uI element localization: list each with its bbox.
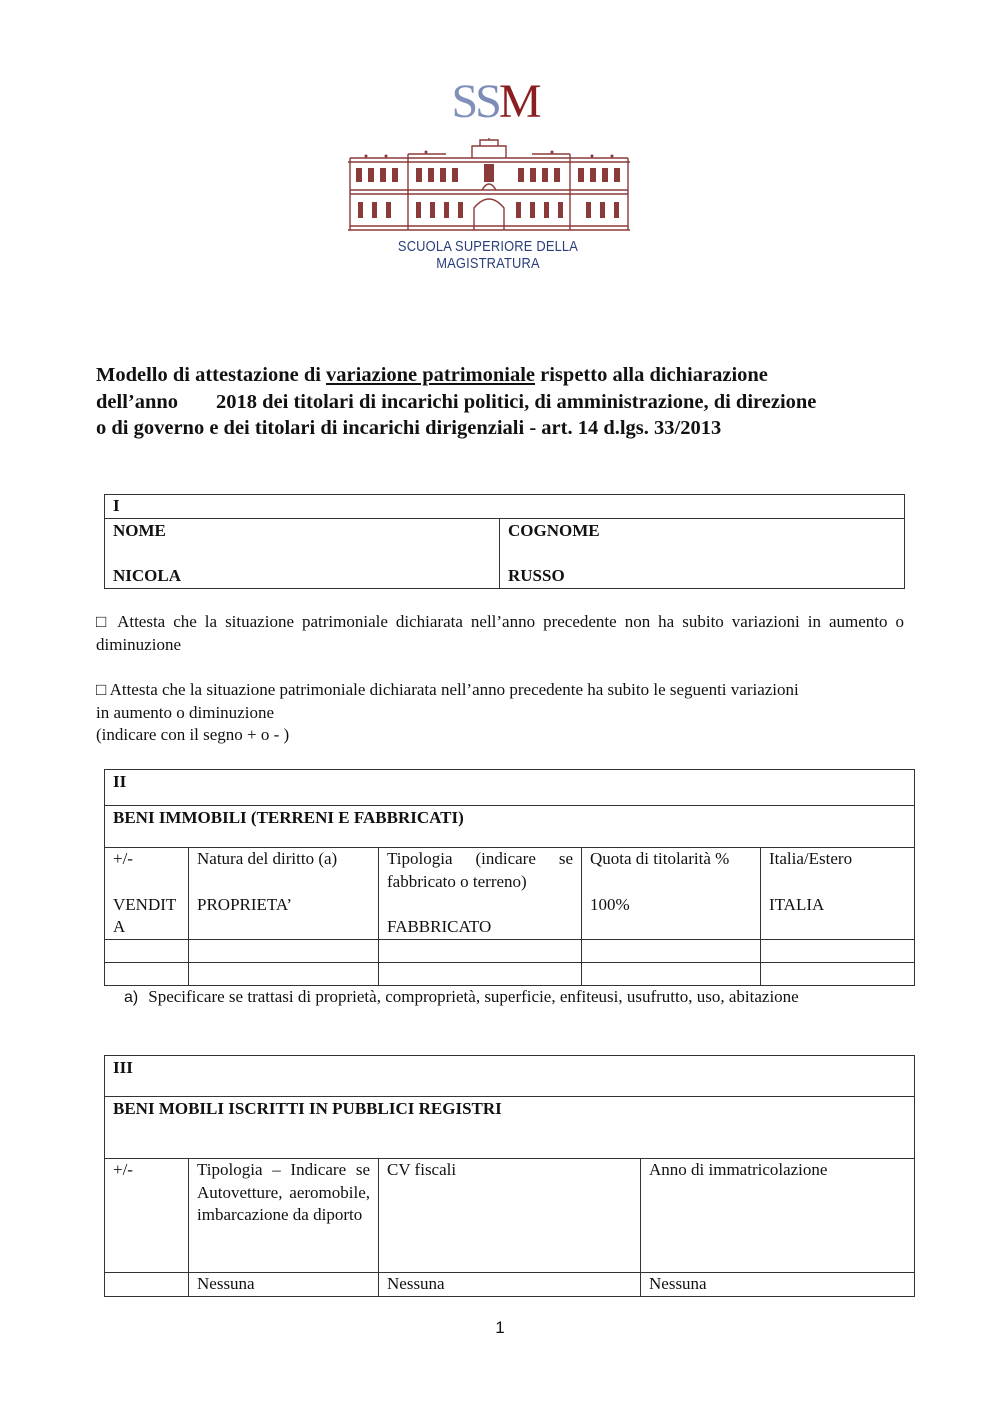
palace-illustration-icon: [346, 138, 632, 234]
nome-value: NICOLA: [113, 566, 182, 585]
col-sign: +/-: [105, 1159, 189, 1273]
nome-label: NOME: [113, 520, 166, 540]
title-line-1: Modello di attestazione di variazione patrimoniale rispetto alla dichiarazione: [96, 364, 768, 386]
empty-row: [105, 939, 915, 962]
section-3-title: BENI MOBILI ISCRITTI IN PUBBLICI REGISTRI: [105, 1097, 915, 1159]
section-3-number: III: [105, 1056, 915, 1097]
row-quota-value: 100%: [590, 894, 630, 914]
row-italia-value: ITALIA: [769, 894, 825, 914]
table-row: Nessuna Nessuna Nessuna: [105, 1273, 915, 1297]
col-italia-estero: Italia/Estero ITALIA: [761, 848, 915, 940]
cognome-label: COGNOME: [508, 520, 600, 540]
cognome-cell: [500, 518, 905, 588]
section-3-table: [104, 1055, 915, 1297]
title-underlined: variazione patrimoniale: [326, 364, 536, 386]
row-tipologia-value: FABBRICATO: [387, 917, 492, 936]
section-2-footnote: a) Specificare se trattasi di proprietà, comproprietà, superficie, enfiteusi, usufrutto, uso, abitazione: [124, 987, 799, 1006]
row-natura-value: PROPRIETA’: [197, 894, 292, 914]
col-tipologia: Tipologia – Indicare se Autovetture, aeromobile, imbarcazione da diporto: [189, 1159, 379, 1273]
col-cv-fiscali: CV fiscali: [379, 1159, 641, 1273]
col-sign: +/- VENDITA: [105, 848, 189, 940]
attestation-changes[interactable]: □ Attesta che la situazione patrimoniale dichiarata nell’anno precedente ha subito le seguenti variazioni in aumento o diminuzione (indicare con il segno + o - ): [96, 680, 799, 744]
section-2-title: BENI IMMOBILI (TERRENI E FABBRICATI): [105, 806, 915, 848]
attestation-no-change[interactable]: □ Attesta che la situazione patrimoniale dichiarata nell’anno precedente non ha subito variazioni in aumento o diminuzione: [96, 612, 904, 654]
title-line-3: o di governo e dei titolari di incarichi dirigenziali - art. 14 d.lgs. 33/2013: [96, 417, 722, 439]
col-quota: Quota di titolarità % 100%: [582, 848, 761, 940]
section-2-table: [104, 769, 915, 986]
logo-subtitle: SCUOLA SUPERIORE DELLA MAGISTRATURA: [397, 238, 579, 272]
logo-letters: SSM: [451, 75, 539, 128]
section-1-table: [104, 494, 905, 589]
page-number: 1: [495, 1318, 505, 1337]
section-1-number: I: [105, 495, 905, 519]
ssm-logo: [340, 75, 636, 272]
cognome-value: RUSSO: [508, 566, 565, 585]
col-tipologia: Tipologia (indicare se fabbricato o terreno) FABBRICATO: [379, 848, 582, 940]
title-line-2: dell’anno 2018 dei titolari di incarichi politici, di amministrazione, di direzione: [96, 390, 817, 413]
empty-row: [105, 962, 915, 985]
section-2-number: II: [105, 770, 915, 806]
col-anno-immatricolazione: Anno di immatricolazione: [641, 1159, 915, 1273]
row-sign-value: VENDITA: [113, 894, 177, 936]
nome-cell: [105, 518, 500, 588]
document-title: [96, 362, 904, 442]
col-natura: Natura del diritto (a) PROPRIETA’: [189, 848, 379, 940]
